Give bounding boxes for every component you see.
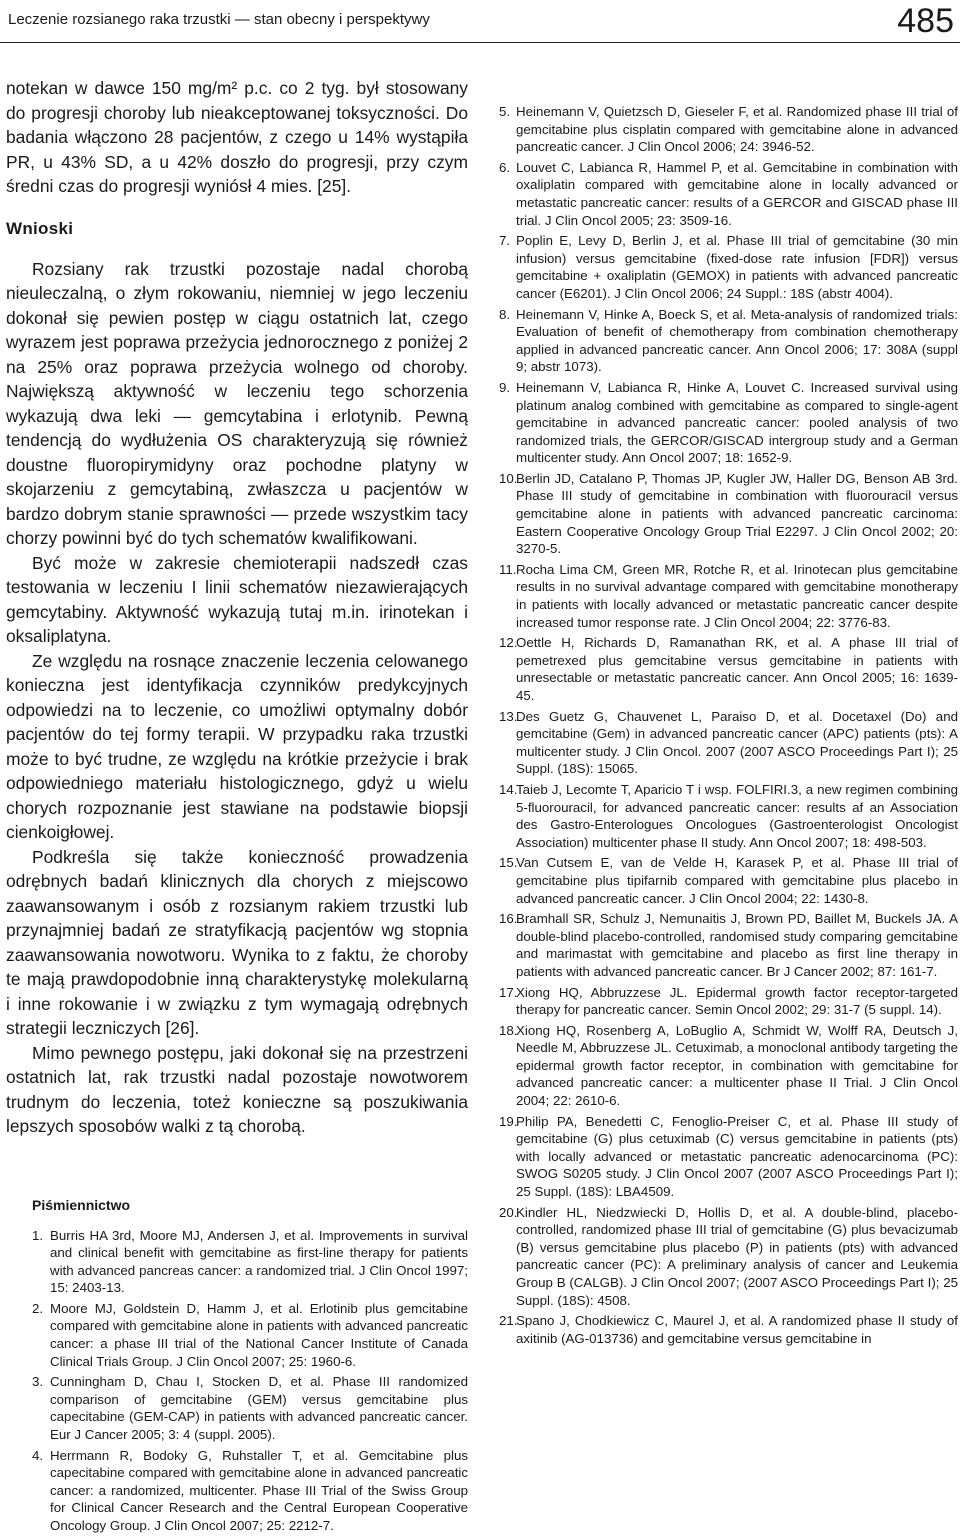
intro-paragraph: notekan w dawce 150 mg/m² p.c. co 2 tyg. był stosowany do progresji choroby lub nieakceptowanej toksyczności. Do badania włączono 28 pacjentów, z czego u 14% wystąpiła PR, u 43% SD, a u 42% doszło do progresji, przy czym średni czas do progresji wyniósł 4 mies. [25]. <box>6 78 468 196</box>
body-paragraph: Rozsiany rak trzustki pozostaje nadal chorobą nieuleczalną, o złym rokowaniu, niemniej w jego leczeniu dokonał się pewien postęp w ciągu ostatnich lat, czego wyrazem jest poprawa przeżycia jednorocznego z poniżej 2 na 25% oraz poprawa przeżycia wolnego od choroby. Największą aktywność w leczeniu tego schorzenia wykazują dwa leki — gemcytabina i erlotynib. Pewną tendencją do wydłużenia OS charakteryzują się również doustne fluoropirymidyny oraz pochodne platyny w skojarzeniu z gemcytabiną, zwłaszcza u pacjentów w bardzo dobrym stanie sprawności — przede wszystkim tacy chorzy powinni być do tych schematów kwalifikowani. <box>6 258 468 548</box>
reference-item <box>499 1113 958 1201</box>
reference-number: 20. <box>499 1204 518 1220</box>
reference-item <box>499 634 958 704</box>
header-divider <box>0 42 960 43</box>
reference-item <box>499 1312 958 1347</box>
reference-text: Rocha Lima CM, Green MR, Rotche R, et al. Irinotecan plus gemcitabine results in no survival advantage compared with gemcitabine monotherapy in patients with locally advanced or metastatic pancreatic cancer despite increased tumor response rate. J Clin Oncol 2004; 22: 3776-83. <box>516 561 958 630</box>
reference-item <box>499 910 958 980</box>
body-paragraph: Podkreśla się także konieczność prowadzenia odrębnych badań klinicznych dla chorych z miejscowo zaawansowanym i osób z rozsianym rakiem trzustki lub przynajmniej badań ze stratyfikacją pacjentów wg stopnia zaawansowania nowotworu. Wynika to z faktu, że choroby te mają prawdopodobnie inną charakterystykę molekularną i inne rokowanie i w związku z tym wymagają odrębnych strategii leczniczych [26]. <box>6 846 468 1038</box>
reference-number: 1. <box>32 1227 44 1243</box>
reference-item <box>499 470 958 558</box>
reference-text: Louvet C, Labianca R, Hammel P, et al. Gemcitabine in combination with oxaliplatin compared with gemcitabine alone in locally advanced or metastatic pancreatic cancer: results of a GERCOR and GISCAD phase III trial. J Clin Oncol 2005; 23: 3509-16. <box>516 159 958 228</box>
body-paragraph: Mimo pewnego postępu, jaki dokonał się na przestrzeni ostatnich lat, rak trzustki nadal pozostaje nowotworem trudnym do leczenia, toteż konieczne są poszukiwania lepszych sposobów walki z tą chorobą. <box>6 1042 468 1136</box>
reference-number: 5. <box>499 104 511 119</box>
reference-number: 21. <box>499 1313 518 1329</box>
reference-number: 6. <box>499 159 511 175</box>
reference-text: Van Cutsem E, van de Velde H, Karasek P, et al. Phase III trial of gemcitabine plus tipifarnib compared with gemcitabine plus placebo in advanced pancreatic cancer. J Clin Oncol 2004; 22: 1430-8. <box>516 855 958 906</box>
reference-number: 8. <box>499 306 511 322</box>
reference-item <box>499 1022 958 1110</box>
reference-number: 13. <box>499 708 518 724</box>
reference-text: Heinemann V, Quietzsch D, Gieseler F, et al. Randomized phase III trial of gemcitabine plus cisplatin compared with gemcitabine alone in advanced pancreatic cancer. J Clin Oncol 2006; 24: 3946-52. <box>516 104 958 155</box>
reference-text: Des Guetz G, Chauvenet L, Paraiso D, et al. Docetaxel (Do) and gemcitabine (Gem) in advanced pancreatic cancer (APC) patients (pts): A multicenter study. J Clin Oncol. 2007 (2007 ASCO Proceedings Part I); 25 Suppl. (18S): 15065. <box>516 708 958 777</box>
reference-item <box>32 1227 468 1297</box>
running-header <box>0 0 960 40</box>
body-paragraph: Ze względu na rosnące znaczenie leczenia celowanego konieczna jest identyfikacja czynników predykcyjnych odpowiedzi na to leczenie, co umożliwi optymalny dobór pacjentów do tej formy terapii. W przypadku raka trzustki może to być trudne, ze względu na krótkie przeżycie i brak odpowiedniego materiału histologicznego, gdyż u wielu chorych rozpoznanie jest stawiane na podstawie biopsji cienkoigłowej. <box>6 650 468 842</box>
reference-number: 15. <box>499 855 518 871</box>
reference-item <box>499 561 958 631</box>
reference-item <box>499 232 958 302</box>
reference-text: Oettle H, Richards D, Ramanathan RK, et al. A phase III trial of pemetrexed plus gemcitabine versus gemcitabine in patients with unresectable or metastatic pancreatic cancer. Ann Oncol 2005; 16: 1639-45. <box>516 635 958 703</box>
reference-text: Xiong HQ, Abbruzzese JL. Epidermal growth factor receptor-targeted therapy for pancreatic cancer. Semin Oncol 2002; 29: 31-7 (5 suppl. 14). <box>516 984 958 1018</box>
running-title: Leczenie rozsianego raka trzustki — stan obecny i perspektywy <box>8 11 430 28</box>
reference-item <box>499 781 958 851</box>
page-number: 485 <box>897 2 954 40</box>
reference-text: Cunningham D, Chau I, Stocken D, et al. Phase III randomized comparison of gemcitabine (GEM) versus gemcitabine plus capecitabine (GEM-CAP) in patients with advanced pancreatic cancer. Eur J Cancer 2005; 3: 4 (suppl. 2005). <box>50 1374 468 1443</box>
reference-number: 19. <box>499 1113 518 1129</box>
reference-text: Poplin E, Levy D, Berlin J, et al. Phase III trial of gemcitabine (30 min infusion) versus gemcitabine (fixed-dose rate infusion [FDR]) versus gemcitabine + oxaliplatin (GEMOX) in patients with advanced pancreatic cancer (E6201). J Clin Oncol 2006; 24 Suppl.: 18S (abstr 4004). <box>516 233 958 301</box>
reference-number: 9. <box>499 379 511 395</box>
reference-text: Moore MJ, Goldstein D, Hamm J, et al. Erlotinib plus gemcitabine compared with gemcitabine alone in patients with advanced pancreatic cancer: a phase III trial of the National Cancer Institute of Canada Clinical Trials Group. J Clin Oncol 2007; 25: 1960-6. <box>50 1300 468 1369</box>
reference-number: 18. <box>499 1022 518 1038</box>
reference-item <box>499 708 958 778</box>
reference-text: Xiong HQ, Rosenberg A, LoBuglio A, Schmidt W, Wolff RA, Deutsch J, Needle M, Abbruzzese JL. Cetuximab, a monoclonal antibody targeting the epidermal growth factor receptor, in combination with gemcitabine for advanced pancreatic cancer: a multicenter phase II Trial. J Clin Oncol 2004; 22: 2610-6. <box>516 1022 958 1109</box>
reference-text: Spano J, Chodkiewicz C, Maurel J, et al. A randomized phase II study of axitinib (AG-013736) and gemcitabine versus gemcitabine in <box>516 1313 958 1346</box>
reference-text: Heinemann V, Labianca R, Hinke A, Louvet C. Increased survival using platinum analog combined with gemcitabine as compared to single-agent gemcitabine in advanced pancreatic cancer: pooled analysis of two randomized trials, the GERCOR/GISCAD intergroup study and a German multicenter study. Ann Oncol 2007; 18: 1652-9. <box>516 379 958 466</box>
reference-item <box>499 379 958 467</box>
reference-text: Heinemann V, Hinke A, Boeck S, et al. Meta-analysis of randomized trials: Evaluation of benefit of chemotherapy from combination chemotherapy applied in advanced pancreatic cancer. Ann Oncol 2006; 17: 308A (suppl 9; abstr 1073). <box>516 306 958 375</box>
reference-number: 11. <box>499 561 517 577</box>
reference-number: 7. <box>499 233 511 249</box>
reference-item <box>499 306 958 376</box>
reference-number: 2. <box>32 1300 44 1316</box>
left-column <box>6 76 468 1538</box>
reference-number: 16. <box>499 911 518 927</box>
reference-number: 4. <box>32 1447 44 1463</box>
body-paragraph: Być może w zakresie chemioterapii nadszedł czas testowania w leczeniu I linii schematów niezawierających gemcytabiny. Aktywność wykazują tutaj m.in. irinotekan i oksaliplatyna. <box>6 552 468 646</box>
reference-text: Herrmann R, Bodoky G, Ruhstaller T, et al. Gemcitabine plus capecitabine compared with gemcitabine alone in advanced pancreatic cancer: a randomized, multicenter. Phase III Trial of the Swiss Group for Clinical Cancer Research and the Central European Cooperative Oncology Group. J Clin Oncol 2007; 25: 2212-7. <box>50 1447 468 1533</box>
section-title-conclusions: Wnioski <box>6 218 74 238</box>
reference-item <box>499 984 958 1019</box>
reference-text: Philip PA, Benedetti C, Fenoglio-Preiser C, et al. Phase III study of gemcitabine (G) plus cetuximab (C) versus gemcitabine in patients (pts) with locally advanced or metastatic pancreatic adenocarcinoma (PC): SWOG S0205 study. J Clin Oncol 2007 (2007 ASCO Proceedings Part I); 25 Suppl. (18S): LBA4509. <box>516 1113 958 1200</box>
reference-text: Burris HA 3rd, Moore MJ, Andersen J, et al. Improvements in survival and clinical benefit with gemcitabine as first-line therapy for patients with advanced pancreas cancer: a randomized trial. J Clin Oncol 1997; 15: 2403-13. <box>50 1227 468 1296</box>
reference-number: 3. <box>32 1374 44 1390</box>
reference-number: 17. <box>499 984 518 1000</box>
reference-text: Berlin JD, Catalano P, Thomas JP, Kugler JW, Haller DG, Benson AB 3rd. Phase III study of gemcitabine in combination with fluorouracil versus gemcitabine alone in patients with advanced pancreatic carcinoma: Eastern Cooperative Oncology Group Trial E2297. J Clin Oncol 2002; 20: 3270-5. <box>516 470 958 557</box>
reference-text: Bramhall SR, Schulz J, Nemunaitis J, Brown PD, Baillet M, Buckels JA. A double-blind placebo-controlled, randomised study comparing gemcitabine and marimastat with gemcitabine and placebo as first line therapy in patients with advanced pancreatic cancer. Br J Cancer 2002; 87: 161-7. <box>516 911 958 979</box>
reference-item <box>499 103 958 156</box>
reference-item <box>499 159 958 229</box>
reference-number: 10. <box>499 470 518 486</box>
reference-text: Taieb J, Lecomte T, Aparicio T i wsp. FOLFIRI.3, a new regimen combining 5-fluorouracil, for advanced pancreatic cancer: results af an Association des Gastro-Enterologues Oncologues (Gastroenterologist Oncologist Association) multicenter phase II study. Ann Oncol 2007; 18: 498-503. <box>516 781 958 850</box>
reference-text: Kindler HL, Niedzwiecki D, Hollis D, et al. A double-blind, placebo-controlled, randomized phase III trial of gemcitabine (G) plus bevacizumab (B) versus gemcitabine plus placebo (P) in patients (pts) with advanced pancreatic cancer (PC): A preliminary analysis of cancer and Leukemia Group B (CALGB). J Clin Oncol 2007; (2007 ASCO Proceedings Part I); 25 Suppl. (18S): 4508. <box>516 1204 958 1308</box>
references-title: Piśmiennictwo <box>32 1196 131 1213</box>
reference-item <box>32 1373 468 1443</box>
reference-number: 12. <box>499 635 518 651</box>
reference-item <box>499 1204 958 1310</box>
reference-item <box>32 1300 468 1370</box>
reference-item <box>499 854 958 907</box>
reference-number: 14. <box>499 781 518 797</box>
right-column <box>499 103 958 1350</box>
reference-item <box>32 1447 468 1535</box>
